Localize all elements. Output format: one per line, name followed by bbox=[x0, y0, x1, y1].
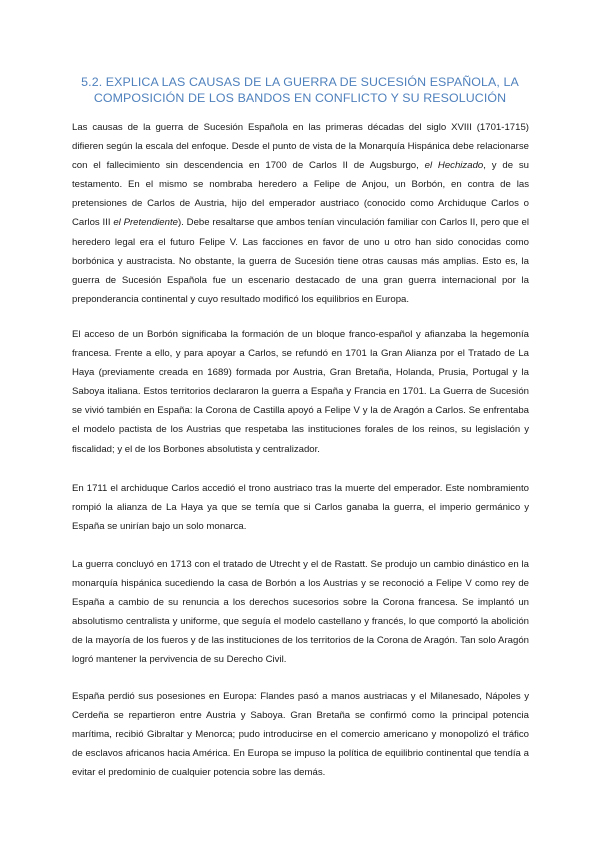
paragraph-causes-italic-hechizado: el Hechizado bbox=[424, 160, 484, 172]
paragraph-bands: El acceso de un Borbón significaba la formación de un bloque franco-español y afianzaba la hegemonía francesa. Frente a ello, y para apoyar a Carlos, se refundó en 1701 la Gran Alianza por el Tratado de La Haya (previamente creada en 1689) formada por Austria, Gran Bretaña, Holanda, Prusia, Portugal y la Saboya italiana. Estos territorios declararon la guerra a España y Francia en 1701. La Guerra de Sucesión se vivió también en España: la Corona de Castilla apoyó a Felipe V y la de Aragón a Carlos. Se enfrentaba el modelo pactista de los Austrias que respetaba las instituciones forales de los reinos, su legislación y fiscalidad; y el de los Borbones absolutista y centralizador. bbox=[72, 329, 529, 455]
document-title bbox=[60, 74, 540, 106]
paragraph-causes-text-2: , y de su testamento. En el mismo se nombraba heredero a Felipe de Anjou, un Borbón, en contra de las pretensiones de Carlos de Austria, hijo del emperador austriaco (conocido como Archiduque Carlos o Carlos III bbox=[72, 160, 529, 229]
paragraph-causes-text-3: ). Debe resaltarse que ambos tenían vinculación familiar con Carlos II, pero que el heredero legal era el futuro Felipe V. Las facciones en favor de uno u otro han sido conocidas como borbónica y austracista. No obstante, la guerra de Sucesión tiene otras causas más amplias. Esto es, la guerra de Sucesión Española fue un escenario destacado de una gran guerra internacional por la preponderancia continental y cuyo resultado modificó los equilibrios en Europa. bbox=[72, 217, 529, 305]
paragraph-causes-italic-pretendiente: el Pretendiente bbox=[113, 217, 178, 229]
paragraph-causes bbox=[72, 118, 529, 309]
paragraph-causes-text-1: Las causas de la guerra de Sucesión Española en las primeras décadas del siglo XVIII (1701-1715) difieren según la escala del enfoque. Desde el punto de vista de la Monarquía Hispánica debe relacionarse con el fallecimiento sin descendencia en 1700 de Carlos II de Augsburgo, bbox=[72, 122, 529, 172]
title-line-1: 5.2. EXPLICA LAS CAUSAS DE LA GUERRA DE SUCESIÓN ESPAÑOLA, LA bbox=[81, 75, 519, 89]
paragraph-consequences: España perdió sus posesiones en Europa: Flandes pasó a manos austriacas y el Milanesado, Nápoles y Cerdeña se repartieron entre Austria y Saboya. Gran Bretaña se confirmó como la principal potencia marítima, recibió Gibraltar y Menorca; pudo introducirse en el comercio americano y monopolizó el tráfico de esclavos africanos hacia América. En Europa se impuso la política de equilibrio continental que tendía a evitar el predominio de cualquier potencia sobre las demás. bbox=[72, 691, 529, 779]
paragraph-resolution: La guerra concluyó en 1713 con el tratado de Utrecht y el de Rastatt. Se produjo un cambio dinástico en la monarquía hispánica sucediendo la casa de Borbón a los Austrias y se reconoció a Felipe V como rey de España a cambio de su renuncia a los derechos sucesorios sobre la Corona francesa. Se implantó un absolutismo centralista y uniforme, que seguía el modelo castellano y francés, lo que comportó la abolición de la mayoría de los fueros y de las instituciones de los territorios de la Corona de Aragón. Tan solo Aragón logró mantener la pervivencia de su Derecho Civil. bbox=[72, 559, 529, 666]
title-line-2: COMPOSICIÓN DE LOS BANDOS EN CONFLICTO Y SU RESOLUCIÓN bbox=[93, 91, 507, 105]
paragraph-archduke: En 1711 el archiduque Carlos accedió el trono austriaco tras la muerte del emperador. Este nombramiento rompió la alianza de La Haya ya que se temía que si Carlos ganaba la guerra, el imperio germánico y España se unirían bajo un solo monarca. bbox=[72, 483, 529, 533]
